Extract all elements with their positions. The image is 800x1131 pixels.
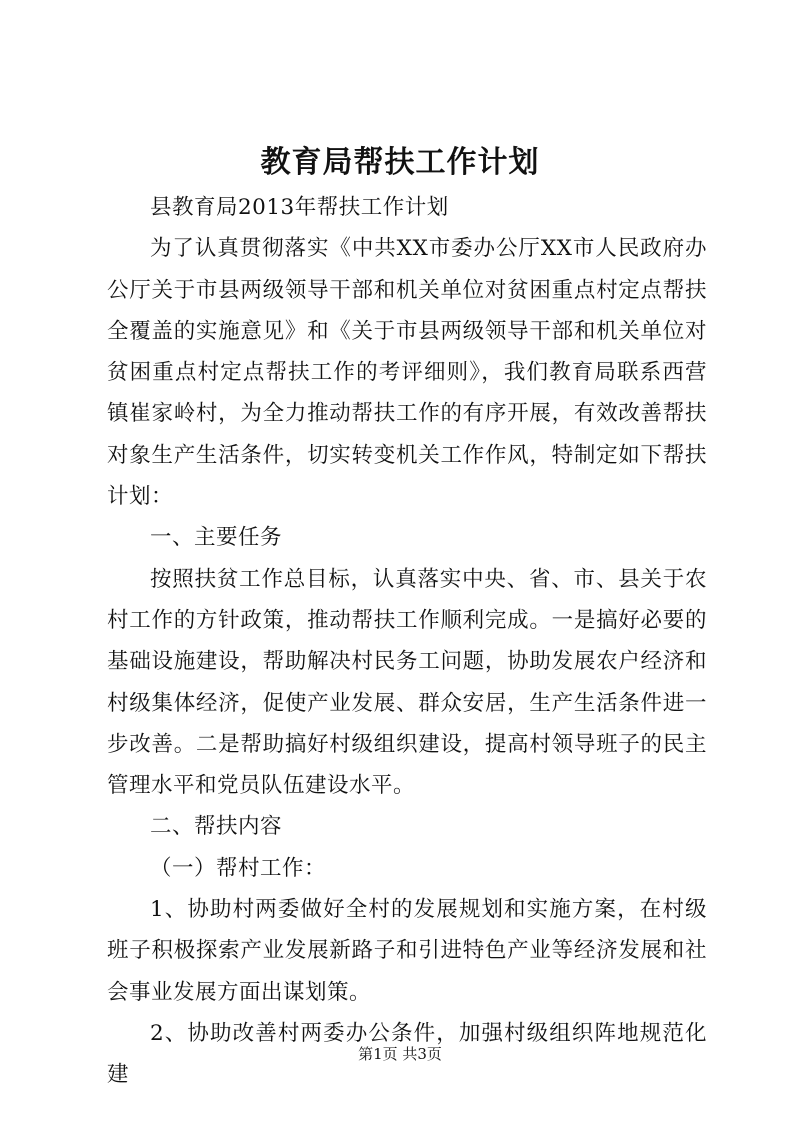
- intro-paragraph: 为了认真贯彻落实《中共XX市委办公厅XX市人民政府办公厅关于市县两级领导干部和机关单位对贫困重点村定点帮扶全覆盖的实施意见》和《关于市县两级领导干部和机关单位对贫困重点村定点帮扶工作的考评细则》，我们教育局联系西营镇崔家岭村，为全力推动帮扶工作的有序开展，有效改善帮扶对象生产生活条件，切实转变机关工作作风，特制定如下帮扶计划：: [107, 236, 707, 510]
- section-heading-main-tasks: 一、主要任务: [150, 525, 283, 551]
- item-2-paragraph: 2、协助改善村两委办公条件，加强村级组织阵地规范化建: [107, 1020, 707, 1088]
- document-title: 教育局帮扶工作计划: [260, 145, 540, 180]
- page-footer: 第1页 共3页: [358, 1045, 442, 1063]
- main-tasks-paragraph: 按照扶贫工作总目标，认真落实中央、省、市、县关于农村工作的方针政策，推动帮扶工作顺利完成。一是搞好必要的基础设施建设，帮助解决村民务工问题，协助发展农户经济和村级集体经济，促使产业发展、群众安居，生产生活条件进一步改善。二是帮助搞好村级组织建设，提高村领导班子的民主管理水平和党员队伍建设水平。: [107, 566, 707, 799]
- item-1-paragraph: 1、协助村两委做好全村的发展规划和实施方案，在村级班子积极探索产业发展新路子和引进特色产业等经济发展和社会事业发展方面出谋划策。: [107, 897, 707, 1005]
- document-body: [107, 187, 707, 1096]
- section-heading-assistance-content: 二、帮扶内容: [150, 814, 283, 840]
- subtitle-paragraph: 县教育局2013年帮扶工作计划: [150, 195, 449, 220]
- subsection-heading-village-work: （一）帮村工作：: [150, 855, 327, 881]
